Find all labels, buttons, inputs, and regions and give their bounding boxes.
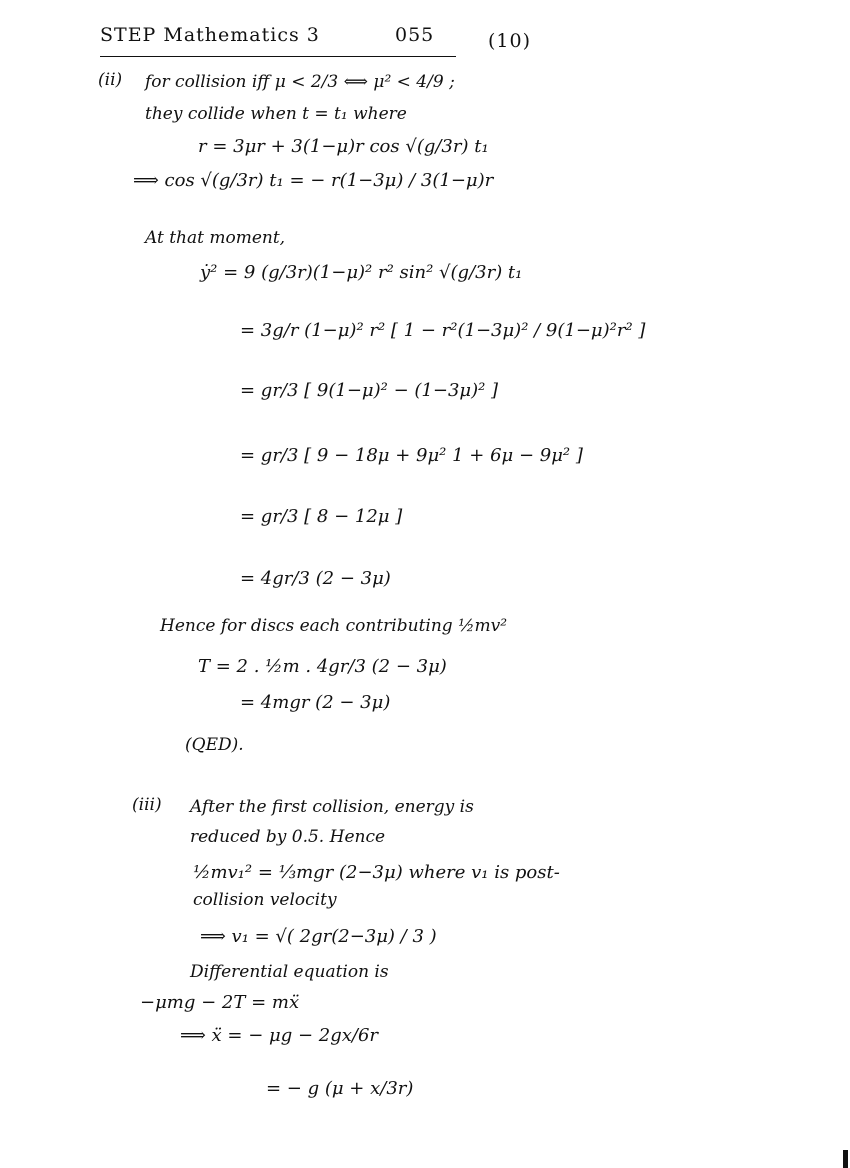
part-ii-label: (ii) (98, 70, 123, 90)
part-ii-equation: = 4mgr (2 − 3μ) (240, 692, 391, 713)
page-number: (10) (488, 30, 532, 52)
part-ii-equation: ⟹ cos √(g/3r) t₁ = − r(1−3μ) / 3(1−μ)r (133, 170, 494, 191)
header-rule (100, 56, 456, 57)
part-iii-equation: ½mv₁² = ⅓mgr (2−3μ) where v₁ is post- (193, 862, 560, 883)
part-ii-line: they collide when t = t₁ where (145, 104, 407, 124)
part-ii-equation: r = 3μr + 3(1−μ)r cos √(g/3r) t₁ (198, 136, 489, 157)
part-ii-equation: = 4gr/3 (2 − 3μ) (240, 568, 391, 589)
part-iii-equation: = − g (μ + x/3r) (266, 1078, 414, 1099)
part-iii-line: Differential equation is (190, 962, 389, 982)
part-ii-equation: T = 2 . ½m . 4gr/3 (2 − 3μ) (198, 656, 447, 677)
part-iii-equation: ⟹ ẍ = − μg − 2gx/6r (180, 1025, 378, 1046)
scan-edge-mark (843, 1150, 848, 1168)
part-ii-equation: = gr/3 [ 9(1−μ)² − (1−3μ)² ] (240, 380, 499, 401)
part-ii-line: for collision iff μ < 2/3 ⟺ μ² < 4/9 ; (145, 72, 455, 92)
part-iii-label: (iii) (132, 795, 162, 815)
part-iii-line: collision velocity (193, 890, 337, 910)
part-ii-equation: = gr/3 [ 9 − 18μ + 9μ² 1 + 6μ − 9μ² ] (240, 445, 583, 466)
part-iii-line: reduced by 0.5. Hence (190, 827, 386, 847)
part-ii-line: At that moment, (145, 228, 286, 248)
part-iii-equation: ⟹ v₁ = √( 2gr(2−3μ) / 3 ) (200, 926, 437, 947)
part-ii-equation: ẏ² = 9 (g/3r)(1−μ)² r² sin² √(g/3r) t₁ (200, 262, 523, 283)
part-ii-equation: = 3g/r (1−μ)² r² [ 1 − r²(1−3μ)² / 9(1−μ)²r² ] (240, 320, 646, 341)
qed-mark: (QED). (185, 735, 244, 755)
part-ii-equation: = gr/3 [ 8 − 12μ ] (240, 506, 403, 527)
part-ii-line: Hence for discs each contributing ½mv² (160, 616, 508, 636)
part-iii-line: After the first collision, energy is (190, 797, 474, 817)
part-iii-equation: −μmg − 2T = mẍ (140, 992, 300, 1013)
document-year: 055 (395, 24, 435, 46)
document-title: STEP Mathematics 3 (100, 24, 320, 46)
